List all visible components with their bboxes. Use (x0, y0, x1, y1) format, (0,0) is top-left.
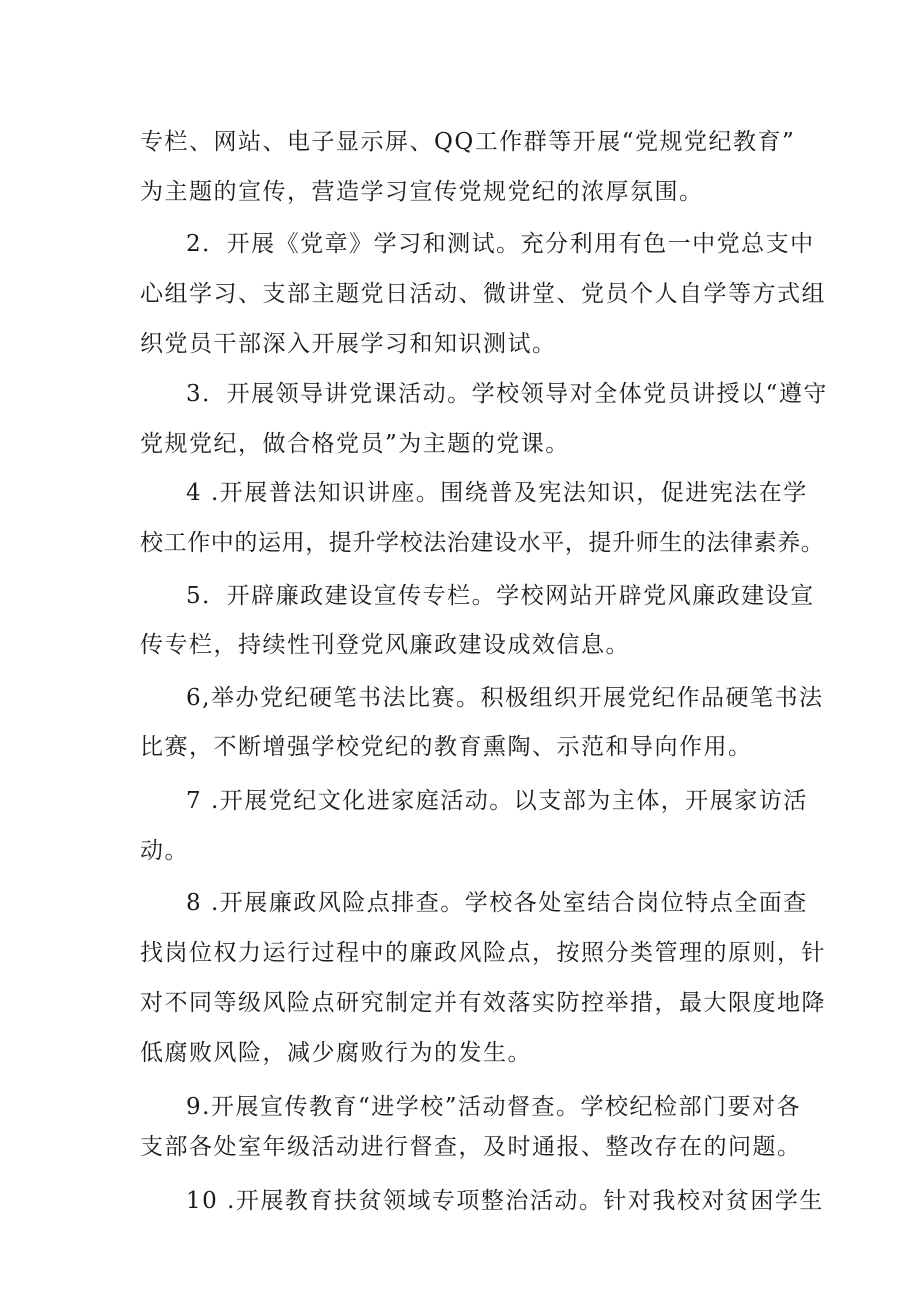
paragraph-line: 校工作中的运用，提升学校法治建设水平，提升师生的法律素养。 (140, 530, 825, 556)
paragraph-line: 支部各处室年级活动进行督查，及时通报、整改存在的问题。 (140, 1134, 802, 1160)
paragraph-line: 3．开展领导讲党课活动。学校领导对全体党员讲授以“遵守 (186, 381, 828, 407)
paragraph-line: 2．开展《党章》学习和测试。充分利用有色一中党总支中 (186, 231, 815, 257)
paragraph-line: 4 .开展普法知识讲座。围绕普及宪法知识，促进宪法在学 (186, 480, 808, 506)
paragraph-line: 9.开展宣传教育“进学校”活动督查。学校纪检部门要对各 (186, 1094, 801, 1120)
paragraph-line: 心组学习、支部主题党日活动、微讲堂、党员个人自学等方式组 (140, 281, 826, 307)
paragraph-line: 找岗位权力运行过程中的廉政风险点，按照分类管理的原则，针 (140, 940, 826, 966)
paragraph-line: 5．开辟廉政建设宣传专栏。学校网站开辟党风廉政建设宣 (186, 583, 815, 609)
paragraph-line: 党规党纪，做合格党员”为主题的党课。 (140, 431, 570, 457)
paragraph-line: 传专栏，持续性刊登党风廉政建设成效信息。 (140, 632, 630, 658)
paragraph-line: 7 .开展党纪文化进家庭活动。以支部为主体，开展家访活 (186, 788, 808, 814)
paragraph-line: 为主题的宣传，营造学习宣传党规党纪的浓厚氛围。 (140, 179, 704, 205)
paragraph-line: 低腐败风险，减少腐败行为的发生。 (140, 1040, 532, 1066)
paragraph-line: 动。 (140, 838, 189, 864)
paragraph-line: 10 .开展教育扶贫领域专项整治活动。针对我校对贫困学生 (186, 1188, 824, 1214)
paragraph-line: 6,举办党纪硬笔书法比赛。积极组织开展党纪作品硬笔书法 (186, 685, 824, 711)
paragraph-line: 比赛，不断增强学校党纪的教育熏陶、示范和导向作用。 (140, 734, 753, 760)
paragraph-line: 8 .开展廉政风险点排查。学校各处室结合岗位特点全面查 (186, 890, 808, 916)
paragraph-line: 对不同等级风险点研究制定并有效落实防控举措，最大限度地降 (140, 990, 826, 1016)
paragraph-line: 专栏、网站、电子显示屏、QQ工作群等开展“党规党纪教育” (140, 129, 796, 155)
paragraph-line: 织党员干部深入开展学习和知识测试。 (140, 331, 557, 357)
